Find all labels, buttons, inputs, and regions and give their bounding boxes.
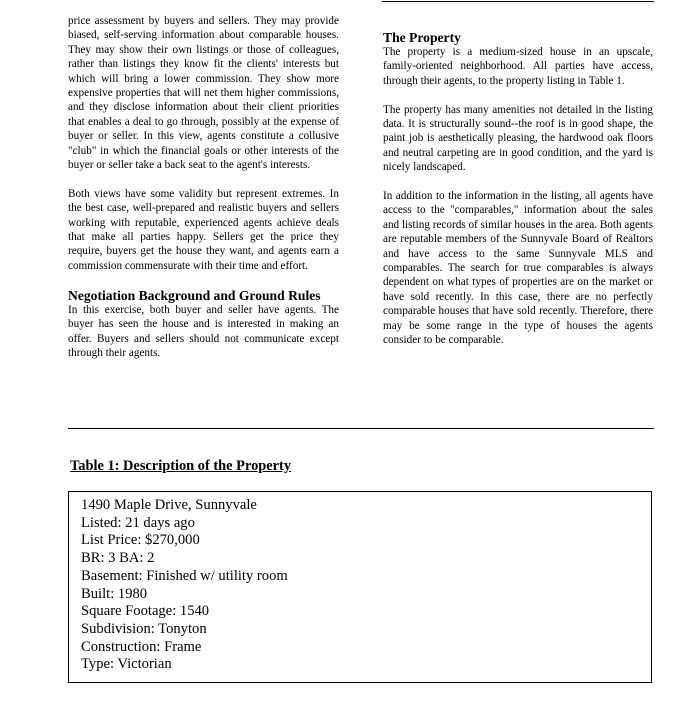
property-address: 1490 Maple Drive, Sunnyvale [81,497,257,513]
right-paragraph-1: The property is a medium-sized house in an upscale, family-oriented neighborhood. All parties have access, through their agents, to the property listing in Table 1. [383,46,653,87]
property-construction: Construction: Frame [81,638,202,655]
left-paragraph-2: Both views have some validity but represent extremes. In the best case, well-prepared and realistic buyers and sellers working with reputable, experienced agents achieve deals that make all parties happy. Sellers get the price they require, buyers get the house they want, and agents earn a commission commensurate with their time and effort. [68,187,339,272]
right-column [383,30,653,362]
section-heading-property: The Property [383,30,461,45]
property-subdivision: Subdivision: Tonyton [81,620,207,637]
property-listed: Listed: 21 days ago [81,514,195,531]
property-square-footage: Square Footage: 1540 [81,603,210,620]
table-caption: Table 1: Description of the Property [70,458,292,474]
property-rooms: BR: 3 BA: 2 [81,550,155,567]
property-table [68,491,652,683]
right-paragraph-3: In addition to the information in the listing, all agents have access to the "comparables," information about the sales and listing records of similar houses in the area. Both agents are reputable members of the Sunnyvale Board of Realtors and have access to the same Sunnyvale MLS and comparables. The search for true comparables is always dependent on what types of properties are on the market or have sold recently. In this case, there are no perfectly comparable houses that have sold recently. Therefore, there may be some range in the type of houses the agents consider to be comparable. [383,190,653,347]
property-list-price: List Price: $270,000 [81,532,200,549]
top-rule [382,1,654,2]
property-basement: Basement: Finished w/ utility room [81,567,288,584]
section-divider [68,428,654,429]
property-type: Type: Victorian [81,656,172,673]
left-paragraph-1: price assessment by buyers and sellers. They may provide biased, self-serving information about comparable houses. They may show their own listings or those of colleagues, rather than listings they know fit the clients' interests but which will bring a lower commission. They show more expensive properties that will net them higher commissions, and they disclose information about their client priorities that enables a deal to go through, possibly at the expense of buyer or seller. In this view, agents constitute a collusive "club" in which the financial goals or other interests of the buyer or seller take a back seat to the agent's interests. [68,15,339,172]
left-paragraph-3: In this exercise, both buyer and seller have agents. The buyer has seen the house and is interested in making an offer. Buyers and sellers should not communicate except through their agents. [68,303,339,359]
property-built: Built: 1980 [81,585,148,602]
right-paragraph-2: The property has many amenities not detailed in the listing data. It is structurally sound--the roof is in good shape, the paint job is aesthetically pleasing, the hardwood oak floors and neutral carpeting are in good condition, and the yard is nicely landscaped. [383,103,653,174]
section-heading-ground-rules: Negotiation Background and Ground Rules [68,287,321,303]
left-column [68,14,339,375]
